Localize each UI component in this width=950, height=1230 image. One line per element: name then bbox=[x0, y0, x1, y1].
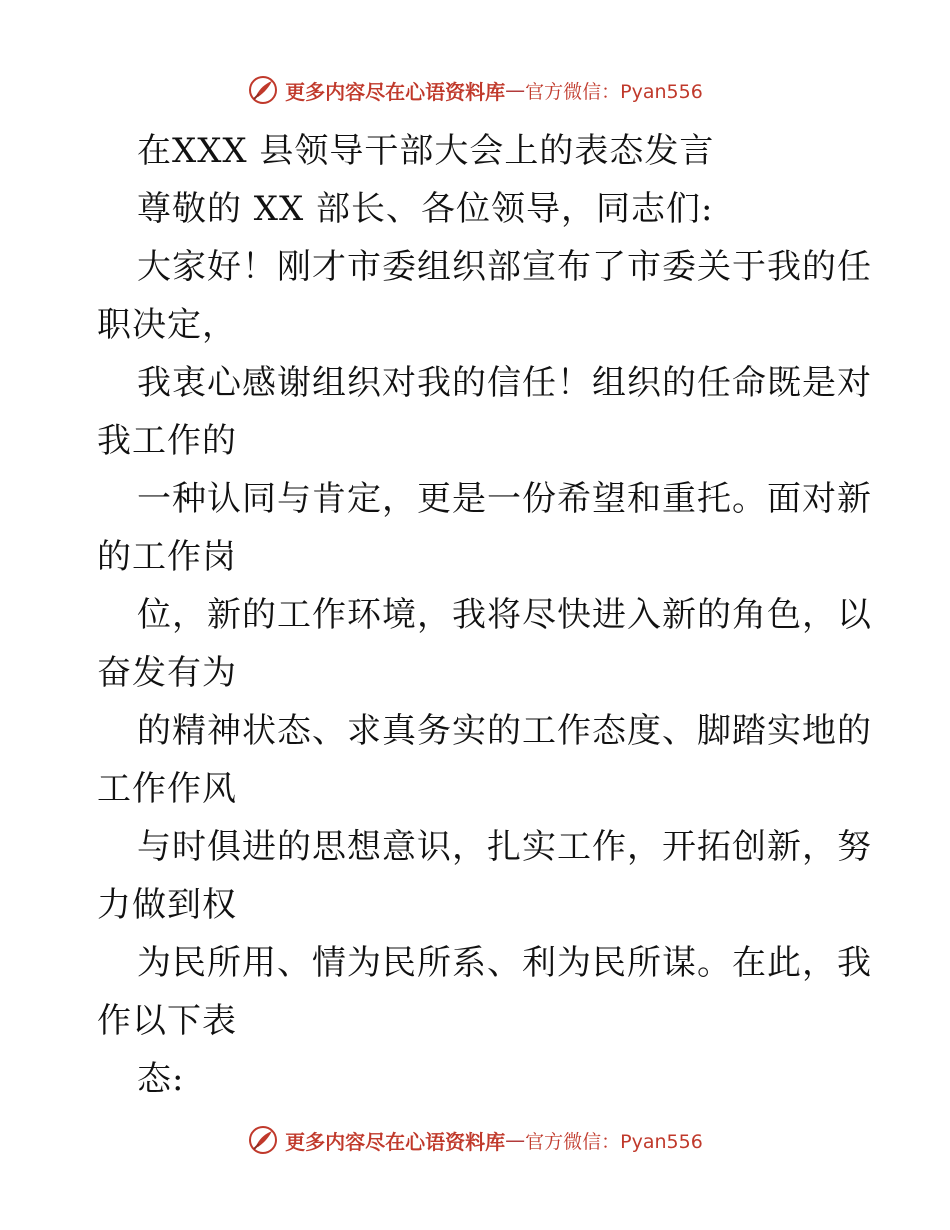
doc-line: 位，新的工作环境，我将尽快进入新的角色，以 bbox=[137, 595, 872, 635]
quill-logo-icon bbox=[247, 74, 279, 106]
header-watermark bbox=[0, 70, 950, 110]
doc-line: 作以下表 bbox=[97, 1001, 237, 1041]
quill-logo-icon bbox=[247, 1124, 279, 1156]
watermark-separator: — bbox=[505, 78, 526, 102]
doc-line: 工作作风 bbox=[97, 769, 237, 809]
document-body bbox=[97, 122, 872, 1108]
doc-line: 的工作岗 bbox=[97, 537, 237, 577]
watermark-wechat: 官方微信：Pyan556 bbox=[525, 1130, 703, 1153]
doc-line: 的精神状态、求真务实的工作态度、脚踏实地的 bbox=[137, 711, 872, 751]
watermark-text: 更多内容尽在心语资料库 bbox=[285, 79, 506, 104]
watermark-text: 更多内容尽在心语资料库 bbox=[285, 1129, 506, 1154]
footer-watermark bbox=[0, 1120, 950, 1160]
doc-line: 力做到权 bbox=[97, 885, 237, 925]
doc-line: 一种认同与肯定，更是一份希望和重托。面对新 bbox=[137, 479, 872, 519]
doc-line: 大家好！刚才市委组织部宣布了市委关于我的任 bbox=[137, 247, 872, 287]
watermark-separator: — bbox=[505, 1128, 526, 1152]
doc-line: 尊敬的 XX 部长、各位领导，同志们: bbox=[137, 189, 714, 229]
doc-line: 职决定， bbox=[97, 305, 237, 345]
doc-line: 奋发有为 bbox=[97, 653, 237, 693]
doc-line: 与时俱进的思想意识，扎实工作，开拓创新，努 bbox=[137, 827, 872, 867]
doc-line: 在XXX 县领导干部大会上的表态发言 bbox=[137, 131, 715, 171]
watermark-wechat: 官方微信：Pyan556 bbox=[525, 80, 703, 103]
doc-line: 态: bbox=[137, 1059, 185, 1099]
doc-line: 为民所用、情为民所系、利为民所谋。在此，我 bbox=[137, 943, 872, 983]
doc-line: 我衷心感谢组织对我的信任！组织的任命既是对 bbox=[137, 363, 872, 403]
doc-line: 我工作的 bbox=[97, 421, 237, 461]
